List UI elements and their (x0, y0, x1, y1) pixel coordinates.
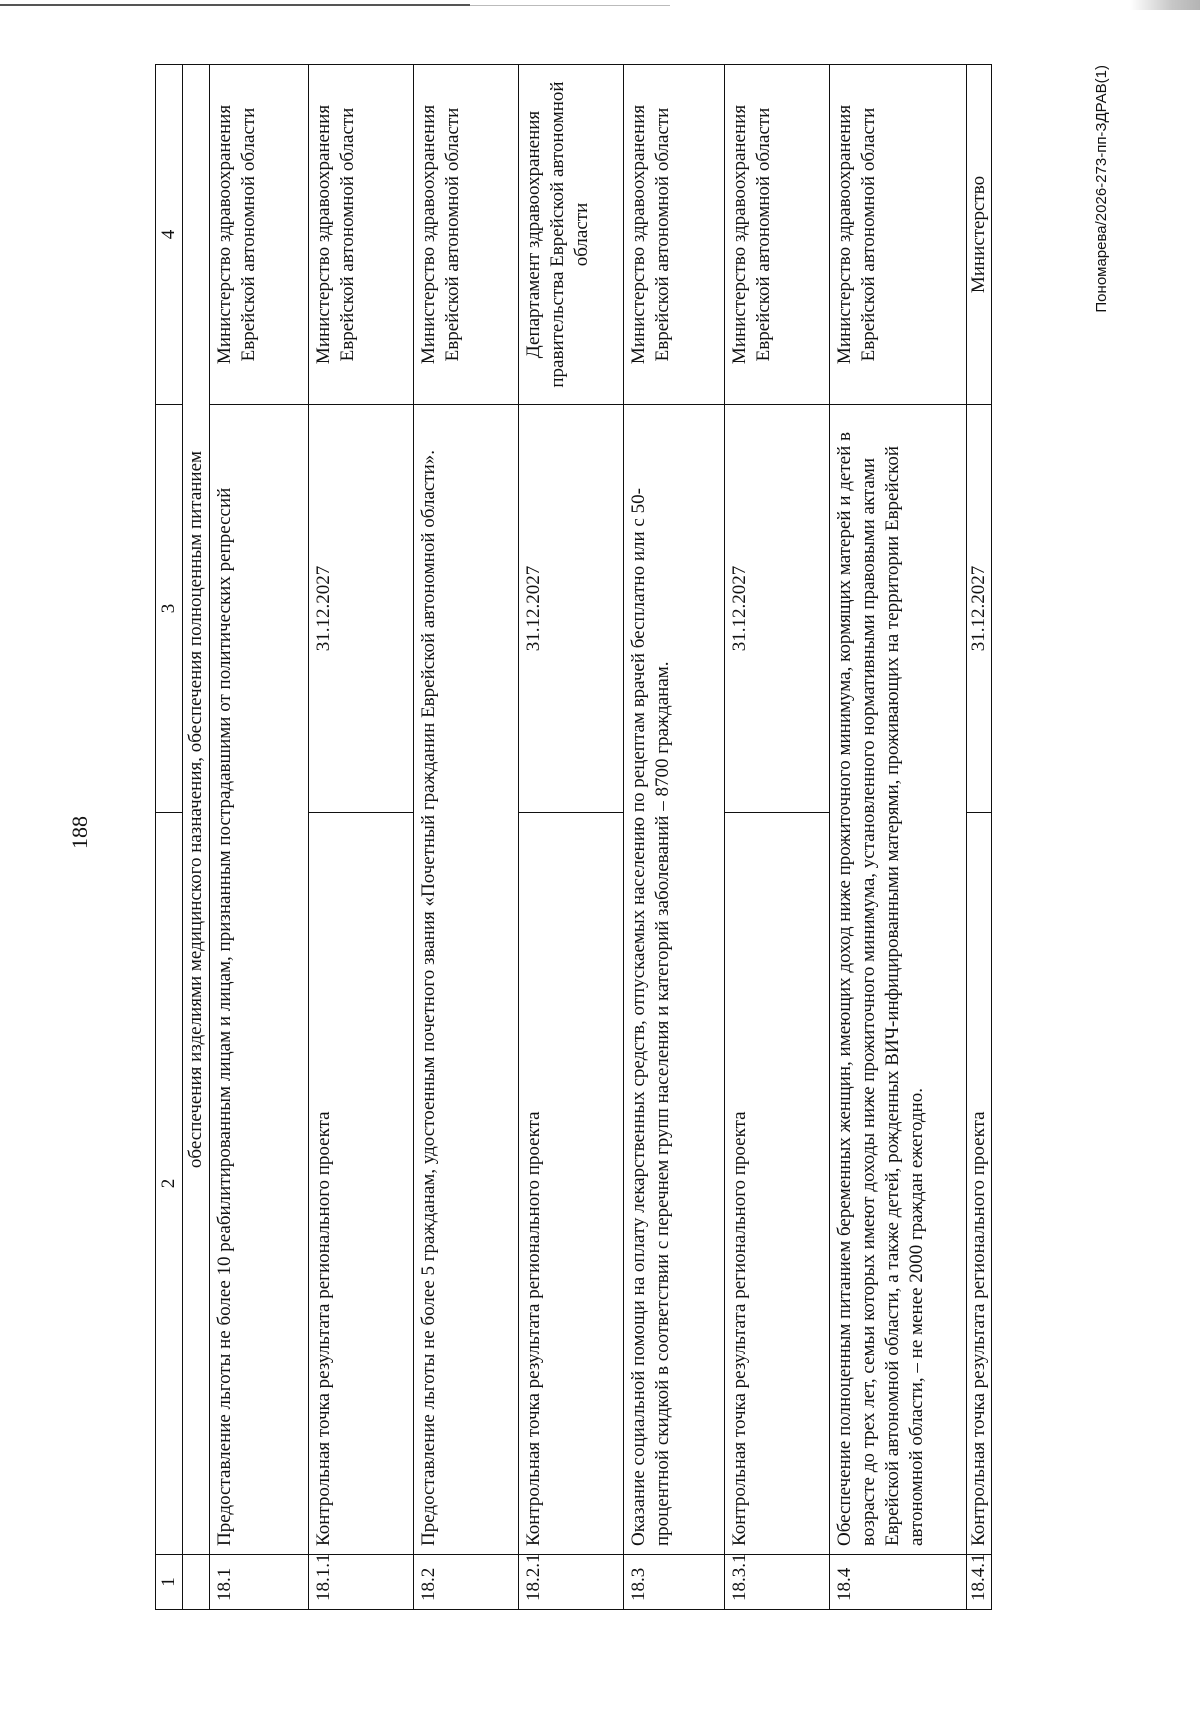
row-number: 18.3.1 (724, 1555, 829, 1610)
table-row (413, 65, 518, 1610)
table-row (829, 65, 966, 1610)
row-responsible: Министерство (966, 65, 991, 405)
row-number: 18.3 (623, 1555, 724, 1610)
row-number: 18.4.1 (966, 1555, 991, 1610)
rotated-page (60, 55, 1140, 1610)
row-responsible: Министерство здравоохранения Еврейской автономной области (829, 65, 966, 405)
column-header: 2 (156, 813, 183, 1555)
table-row (966, 65, 991, 1610)
row-description: Обеспечение полноценным питанием беременных женщин, имеющих доход ниже прожиточного минимума, кормящих матерей и детей в возрасте до трех лет, семьи которых имеют доходы ниже прожиточного минимума, установленного нормативными правовыми актами Еврейской автономной области, а также детей, рожденных ВИЧ-инфицированными матерями, проживающих на территории Еврейской автономной области, – не менее 2000 граждан ежегодно. (829, 405, 966, 1555)
table-row (623, 65, 724, 1610)
scan-line (0, 4, 470, 6)
row-description: Контрольная точка результата регионального проекта (308, 813, 413, 1555)
row-responsible: Департамент здравоохранения правительства Еврейской автономной области (518, 65, 623, 405)
row-description: Контрольная точка результата регионального проекта (724, 813, 829, 1555)
row-number: 18.2.1 (518, 1555, 623, 1610)
row-responsible: Министерство здравоохранения Еврейской автономной области (308, 65, 413, 405)
row-responsible: Министерство здравоохранения Еврейской автономной области (724, 65, 829, 405)
row-responsible: Министерство здравоохранения Еврейской автономной области (623, 65, 724, 405)
table-row (724, 65, 829, 1610)
document-table (155, 64, 992, 1610)
column-header: 4 (156, 65, 183, 405)
row-description: Предоставление льготы не более 5 гражданам, удостоенным почетного звания «Почетный гражданин Еврейской автономной области». (413, 405, 518, 1555)
row-number: 18.4 (829, 1555, 966, 1610)
row-number: 18.1 (209, 1555, 308, 1610)
table-row (209, 65, 308, 1610)
row-description: Предоставление льготы не более 10 реабилитированным лицам и лицам, признанным пострадавшими от политических репрессий (209, 405, 308, 1555)
row-date: 31.12.2027 (724, 405, 829, 813)
scan-corner-shadow (1130, 0, 1200, 10)
column-header: 3 (156, 405, 183, 813)
row-date: 31.12.2027 (308, 405, 413, 813)
table-header-row (156, 65, 183, 1610)
row-responsible: Министерство здравоохранения Еврейской автономной области (209, 65, 308, 405)
row-number: 18.2 (413, 1555, 518, 1610)
table-row (308, 65, 413, 1610)
row-date: 31.12.2027 (518, 405, 623, 813)
section-empty-cell (183, 1555, 210, 1610)
row-description: Контрольная точка результата регионального проекта (966, 813, 991, 1555)
row-responsible: Министерство здравоохранения Еврейской автономной области (413, 65, 518, 405)
scan-line (470, 5, 670, 6)
column-header: 1 (156, 1555, 183, 1610)
section-text: обеспечения изделиями медицинского назначения, обеспечения полноценным питанием (183, 65, 210, 1555)
scan-edge (0, 0, 1200, 14)
row-number: 18.1.1 (308, 1555, 413, 1610)
row-date: 31.12.2027 (966, 405, 991, 813)
row-description: Оказание социальной помощи на оплату лекарственных средств, отпускаемых населению по рецептам врачей бесплатно или с 50-процентной скидкой в соответствии с перечнем групп населения и категорий заболеваний – 8700 гражданам. (623, 405, 724, 1555)
table-row (518, 65, 623, 1610)
page-number: 188 (67, 816, 92, 849)
row-description: Контрольная точка результата регионального проекта (518, 813, 623, 1555)
section-row (183, 65, 210, 1610)
document-id-footer: Пономарева/2026-273-пп-ЗДРАВ(1) (1093, 65, 1110, 313)
